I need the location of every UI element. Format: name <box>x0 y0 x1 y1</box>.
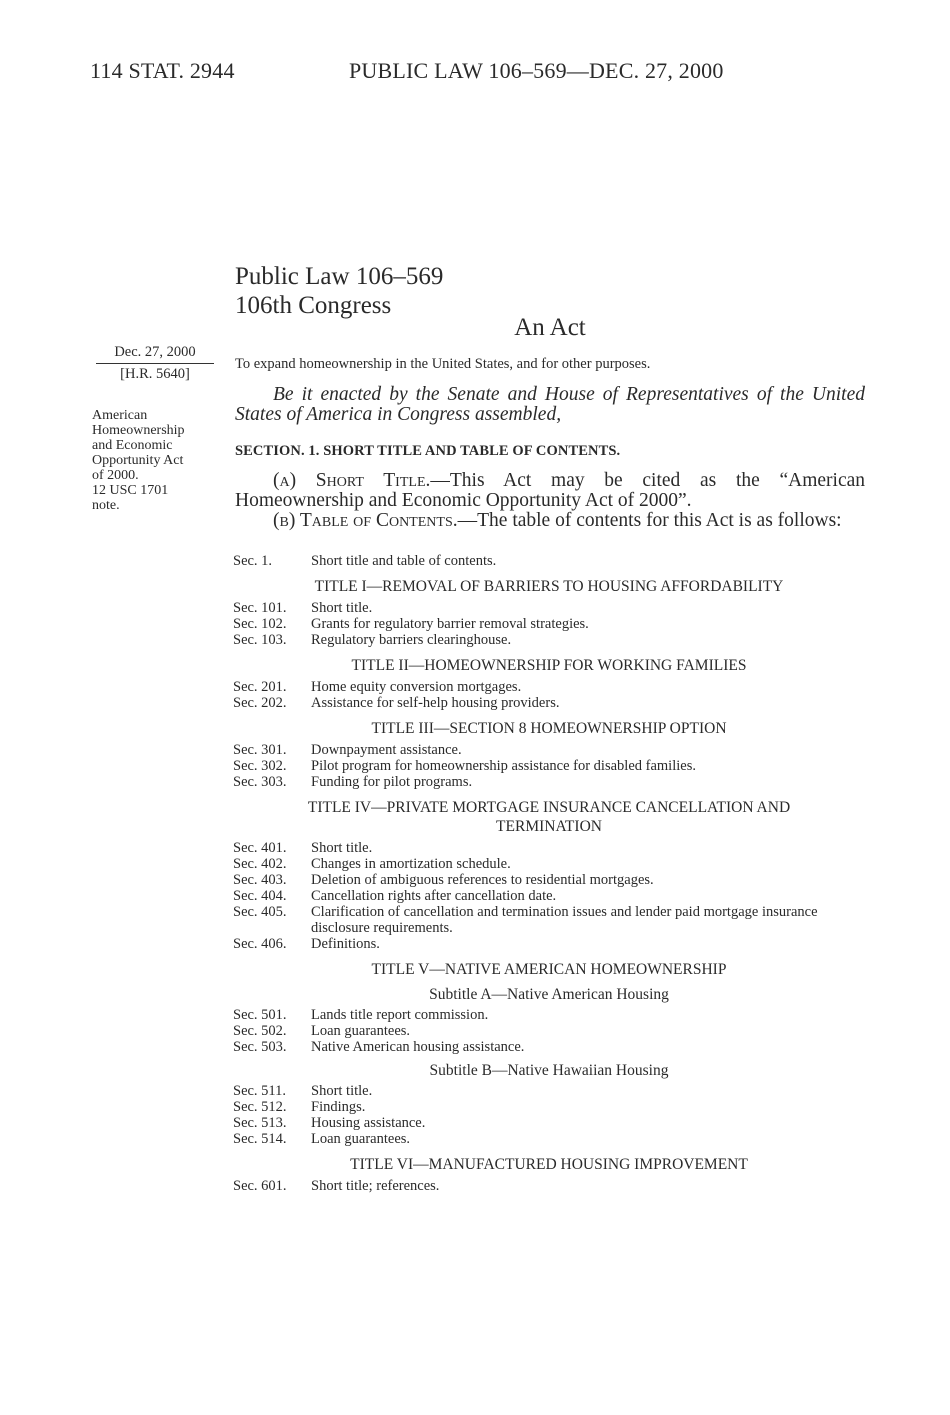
toc-section-title: Clarification of cancellation and termination issues and lender paid mortgage insurance disclosure requirements. <box>311 904 818 936</box>
toc-title-heading: TITLE II—HOMEOWNERSHIP FOR WORKING FAMILIES <box>351 657 747 674</box>
toc-entry <box>233 1039 865 1055</box>
section-heading: SECTION. 1. SHORT TITLE AND TABLE OF CONTENTS. <box>235 443 621 459</box>
toc-section-title: Assistance for self-help housing providers. <box>311 695 560 711</box>
toc-title-heading: TITLE III—SECTION 8 HOMEOWNERSHIP OPTION <box>371 720 727 737</box>
toc-entry <box>233 1083 865 1099</box>
toc-entry <box>233 1131 865 1147</box>
toc-section-number: Sec. 601. <box>233 1178 287 1194</box>
toc-entry <box>233 616 865 632</box>
toc-section-number: Sec. 406. <box>233 936 287 952</box>
toc-entry <box>233 904 865 936</box>
toc-section-title: Lands title report commission. <box>311 1007 489 1023</box>
margin-date-block <box>90 344 220 383</box>
toc-title-heading: TITLE IV—PRIVATE MORTGAGE INSURANCE CANCELLATION AND TERMINATION <box>307 799 791 835</box>
congress-number: 106th Congress <box>235 292 392 319</box>
toc-entry <box>233 758 865 774</box>
toc-entry <box>233 774 865 790</box>
toc-entry <box>233 600 865 616</box>
toc-entry <box>233 840 865 856</box>
margin-note <box>92 408 222 513</box>
toc-subtitle-heading: Subtitle B—Native Hawaiian Housing <box>429 1062 669 1079</box>
toc-section-title: Grants for regulatory barrier removal strategies. <box>311 616 589 632</box>
toc-section-number: Sec. 201. <box>233 679 287 695</box>
toc-title-heading: TITLE I—REMOVAL OF BARRIERS TO HOUSING AFFORDABILITY <box>314 578 784 595</box>
enacting-clause: Be it enacted by the Senate and House of Representatives of the United States of America in Congress assembled, <box>235 384 865 425</box>
toc-entry <box>233 1115 865 1131</box>
running-title: PUBLIC LAW 106–569—DEC. 27, 2000 <box>349 58 724 83</box>
title-block <box>235 262 443 320</box>
toc-entry <box>233 936 865 952</box>
margin-note-line: Opportunity Act <box>92 453 184 468</box>
toc-section-number: Sec. 101. <box>233 600 287 616</box>
toc-section-number: Sec. 403. <box>233 872 287 888</box>
an-act-heading: An Act <box>514 314 586 341</box>
toc-section-number: Sec. 303. <box>233 774 287 790</box>
toc-section-number: Sec. 401. <box>233 840 287 856</box>
toc-section-title: Housing assistance. <box>311 1115 426 1131</box>
toc-entry <box>233 632 865 648</box>
toc-section-title: Native American housing assistance. <box>311 1039 525 1055</box>
margin-divider <box>96 363 214 364</box>
margin-note-line: note. <box>92 498 120 513</box>
paragraph-a-label: (a) Short Title. <box>273 470 431 491</box>
toc-subtitle-heading: Subtitle A—Native American Housing <box>429 986 669 1003</box>
toc-entry <box>233 872 865 888</box>
toc-entry <box>233 856 865 872</box>
toc-section-title: Cancellation rights after cancellation date. <box>311 888 557 904</box>
toc-entry <box>233 742 865 758</box>
public-law-number: Public Law 106–569 <box>235 263 444 290</box>
toc-section-title: Pilot program for homeownership assistance for disabled families. <box>311 758 696 774</box>
toc-section-title: Deletion of ambiguous references to residential mortgages. <box>311 872 654 888</box>
toc-section-number: Sec. 502. <box>233 1023 287 1039</box>
toc-section-number: Sec. 404. <box>233 888 287 904</box>
toc-entry <box>233 1007 865 1023</box>
margin-note-line: and Economic <box>92 438 173 453</box>
margin-note-line: 12 USC 1701 <box>92 483 169 498</box>
toc-section-title: Definitions. <box>311 936 380 952</box>
toc-section-title: Changes in amortization schedule. <box>311 856 511 872</box>
act-body <box>235 385 865 531</box>
toc-section-number: Sec. 102. <box>233 616 287 632</box>
toc-section-number: Sec. 301. <box>233 742 287 758</box>
paragraph-b <box>235 511 865 531</box>
toc-title-heading: TITLE VI—MANUFACTURED HOUSING IMPROVEMENT <box>350 1156 748 1173</box>
toc-section-title: Funding for pilot programs. <box>311 774 473 790</box>
toc-title-heading: TITLE V—NATIVE AMERICAN HOMEOWNERSHIP <box>371 961 727 978</box>
toc-section-title: Short title; references. <box>311 1178 440 1194</box>
margin-note-line: of 2000. <box>92 468 139 483</box>
toc-section-title: Home equity conversion mortgages. <box>311 679 522 695</box>
toc-section-number: Sec. 402. <box>233 856 287 872</box>
stat-page-number: 114 STAT. 2944 <box>90 58 235 83</box>
margin-note-line: American <box>92 408 148 423</box>
toc-section-number: Sec. 405. <box>233 904 287 920</box>
toc-section-title: Short title. <box>311 600 373 616</box>
toc-section-number: Sec. 103. <box>233 632 287 648</box>
toc-entry <box>233 888 865 904</box>
toc-section-number: Sec. 514. <box>233 1131 287 1147</box>
toc-section-title: Findings. <box>311 1099 366 1115</box>
toc-section-number: Sec. 511. <box>233 1083 287 1099</box>
toc-entry <box>233 695 865 711</box>
toc-entry <box>233 1023 865 1039</box>
bill-number: [H.R. 5640] <box>120 366 190 382</box>
margin-note-line: Homeownership <box>92 423 185 438</box>
toc-section-title: Short title. <box>311 840 373 856</box>
toc-entry <box>233 1178 865 1194</box>
paragraph-a-text: —This Act may be cited as the “American Homeownership and Economic Opportunity Act of 2000”. <box>235 470 866 511</box>
paragraph-b-text: —The table of contents for this Act is as follows: <box>457 510 842 531</box>
toc-section-title: Loan guarantees. <box>311 1023 411 1039</box>
toc-section-title: Downpayment assistance. <box>311 742 462 758</box>
toc-section-number: Sec. 1. <box>233 553 273 569</box>
table-of-contents <box>233 553 865 1194</box>
toc-section-title: Short title and table of contents. <box>311 553 497 569</box>
toc-section-title: Loan guarantees. <box>311 1131 411 1147</box>
paragraph-b-label: (b) Table of Contents. <box>273 510 458 531</box>
toc-section-title: Regulatory barriers clearinghouse. <box>311 632 512 648</box>
toc-section-number: Sec. 513. <box>233 1115 287 1131</box>
paragraph-a <box>235 471 865 511</box>
enactment-date: Dec. 27, 2000 <box>114 344 196 360</box>
toc-entry <box>233 679 865 695</box>
toc-entry <box>233 553 865 569</box>
toc-entry <box>233 1099 865 1115</box>
toc-section-number: Sec. 512. <box>233 1099 287 1115</box>
toc-section-number: Sec. 503. <box>233 1039 287 1055</box>
toc-section-number: Sec. 202. <box>233 695 287 711</box>
act-purpose: To expand homeownership in the United States, and for other purposes. <box>235 356 651 372</box>
toc-section-number: Sec. 302. <box>233 758 287 774</box>
toc-section-number: Sec. 501. <box>233 1007 287 1023</box>
toc-section-title: Short title. <box>311 1083 373 1099</box>
